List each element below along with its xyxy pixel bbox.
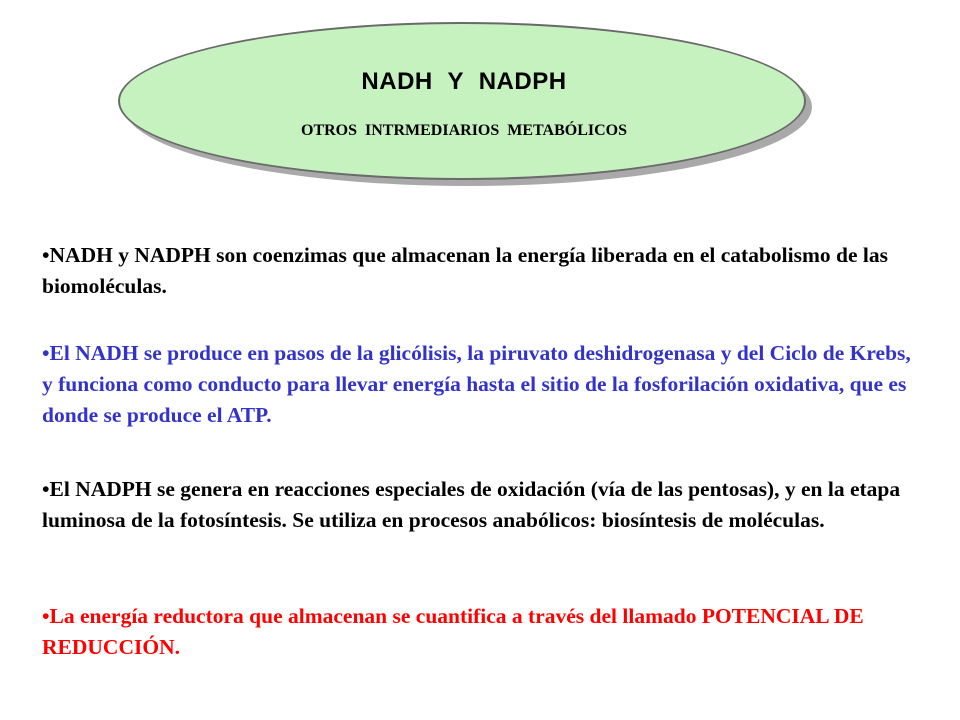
paragraph-reduction-potential: •La energía reductora que almacenan se cuantifica a través del llamado POTENCIAL DE REDUCCIÓN.: [42, 604, 864, 659]
paragraph-coenzymes: •NADH y NADPH son coenzimas que almacenan la energía liberada en el catabolismo de las biomoléculas.: [42, 243, 888, 298]
slide-subtitle: OTROS INTRMEDIARIOS METABÓLICOS: [301, 122, 627, 139]
slide-title: NADH Y NADPH: [361, 68, 567, 95]
paragraph-nadh: •El NADH se produce en pasos de la glicólisis, la piruvato deshidrogenasa y del Ciclo de Krebs, y funciona como conducto para llevar energía hasta el sitio de la fosforilación oxidativa, que es donde se produce el ATP.: [42, 341, 911, 427]
title-oval: [118, 22, 818, 190]
paragraph-nadph: •El NADPH se genera en reacciones especiales de oxidación (vía de las pentosas), y en la etapa luminosa de la fotosíntesis. Se utiliza en procesos anabólicos: biosíntesis de moléculas.: [42, 477, 901, 532]
oval-shape: [118, 22, 806, 180]
